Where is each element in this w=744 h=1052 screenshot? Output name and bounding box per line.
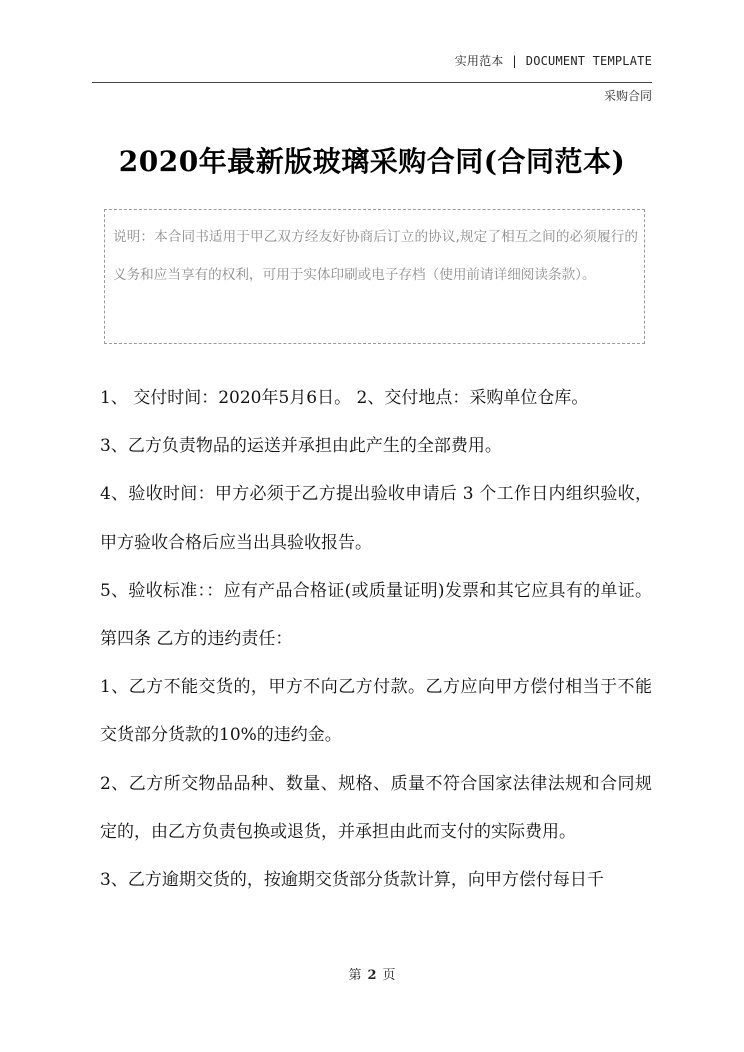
page-footer <box>0 964 744 983</box>
notice-text: 说明：本合同书适用于甲乙双方经友好协商后订立的协议,规定了相互之间的必须履行的义务和应当享有的权利，可用于实体印刷或电子存档（使用前请详细阅读条款）。 <box>113 229 638 283</box>
paragraph-breach-1: 1、乙方不能交货的，甲方不向乙方付款。乙方应向甲方偿付相当于不能交货部分货款的10%的违约金。 <box>100 677 652 746</box>
notice-box <box>104 209 645 344</box>
page-suffix: 页 <box>382 968 396 983</box>
document-body <box>100 374 652 904</box>
page-prefix: 第 <box>348 968 362 983</box>
paragraph-transport: 3、乙方负责物品的运送并承担由此产生的全部费用。 <box>100 436 502 457</box>
header-sub-label: 采购合同 <box>603 89 652 103</box>
paragraph-delivery: 1、 交付时间：2020年5月6日。 2、交付地点：采购单位仓库。 <box>100 388 589 408</box>
header-divider <box>92 82 652 83</box>
paragraph-acceptance-standard: 5、验收标准：：应有产品合格证(或质量证明)发票和其它应具有的单证。 第四条 乙方的违约责任： <box>100 580 652 650</box>
page-number: 2 <box>367 968 377 983</box>
paragraph-acceptance-time: 4、验收时间：甲方必须于乙方提出验收申请后 3 个工作日内组织验收，甲方验收合格后应当出具验收报告。 <box>100 484 652 553</box>
document-title: 2020年最新版玻璃采购合同(合同范本) <box>118 145 626 178</box>
paragraph-breach-2: 2、乙方所交物品品种、数量、规格、质量不符合国家法律法规和合同规定的，由乙方负责包换或退货，并承担由此而支付的实际费用。 <box>100 773 652 842</box>
paragraph-breach-3: 3、乙方逾期交货的，按逾期交货部分货款计算，向甲方偿付每日千 <box>100 870 604 891</box>
header-label: 实用范本 | DOCUMENT TEMPLATE <box>454 54 652 68</box>
